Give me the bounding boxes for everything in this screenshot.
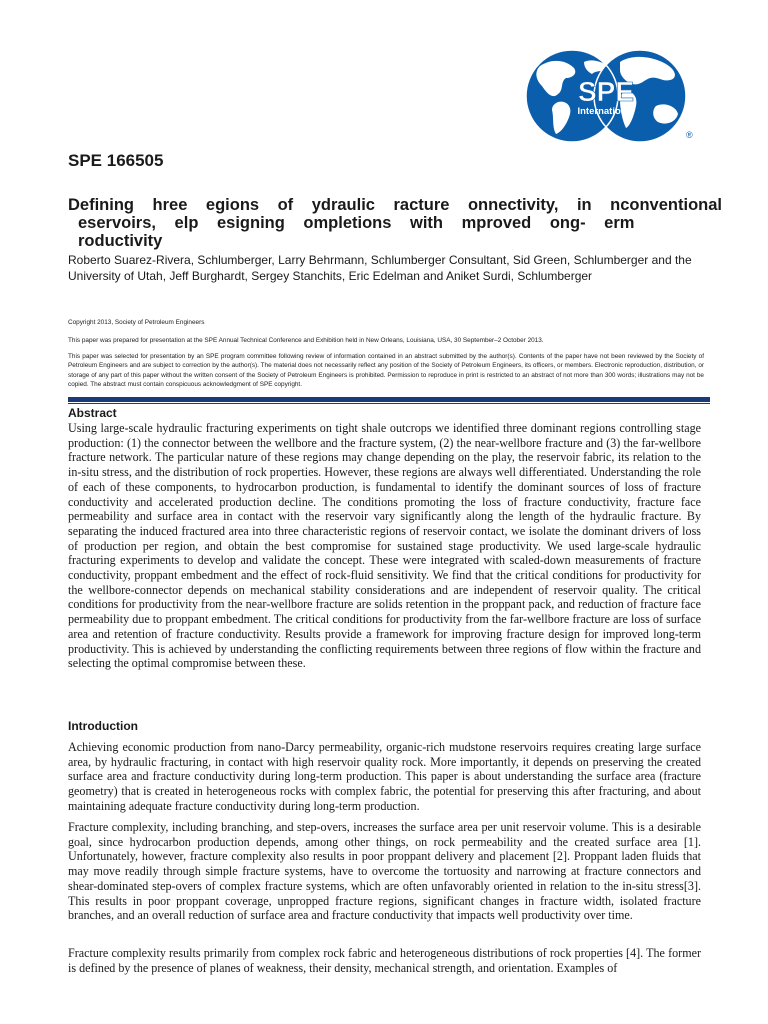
introduction-paragraph: Achieving economic production from nano-Darcy permeability, organic-rich mudstone reservoirs requires creating large surface area, by hydraulic fracturing, in contact with high reservoir quality rock. More importantly, it depends on preserving the created surface area and fracture conductivity during long-term production. This paper is about understanding the surface area (fracture geometry) that is created in heterogeneous rocks with complex fabric, the potential for preserving this after fracturing, and about maintaining adequate fracture conductivity during long-term production. [68,740,701,813]
presentation-notice: This paper was prepared for presentation at the SPE Annual Technical Conference and Exhibition held in New Orleans, Louisiana, USA, 30 September–2 October 2013. [68,337,544,344]
author-list: Roberto Suarez-Rivera, Schlumberger, Larry Behrmann, Schlumberger Consultant, Sid Green, Schlumberger and the University of Utah, Jeff Burghardt, Sergey Stanchits, Eric Edelman and Aniket Surdi, Schlumberger [68,253,692,283]
introduction-paragraph: Fracture complexity results primarily from complex rock fabric and heterogeneous distributions of rock properties [4]. The former is defined by the presence of planes of weakness, their density, mechanical strength, and orientation. Examples of [68,946,701,975]
logo-registered-mark: ® [686,130,693,140]
title-line-1: Defining hree egions of ydraulic racture onnectivity, in nconventional [68,196,722,214]
spe-international-logo [500,48,696,144]
section-divider-thin [68,403,710,404]
paper-number: SPE 166505 [68,151,164,170]
abstract-text: Using large-scale hydraulic fracturing experiments on tight shale outcrops we identified three dominant regions controlling stage production: (1) the connector between the wellbore and the fracture system, (2) the near-wellbore fracture and (3) the far-wellbore fracture network. The particular nature of these regions may change depending on the play, the reservoir fabric, its relation to the in-situ stress, and the distribution of rock properties. However, these regions are always well differentiated. Understanding the role of each of these components, to hydrocarbon production, is fundamental to identify the dominant sources of loss of fracture conductivity and accelerated production decline. The conditions promoting the loss of fracture conductivity, fracture face permeability and surface area in contact with the reservoir vary significantly along the length of the hydraulic fracture. By separating the induced fractured area into three characteristic regions of reservoir contact, we isolate the dominant drivers of loss of production per region, and obtain the best compromise for sustained stage productivity. We used large-scale hydraulic fracturing experiments to develop and validate the concept. These were integrated with scaled-down measurements of fracture conductivity, proppant embedment and the effect of rock-fluid sensitivity. We find that the critical conditions for productivity for the wellbore-connector depends on mechanical stability considerations and are independent of reservoir quality. The critical conditions for productivity from the near-wellbore fracture are solids retention in the proppant pack, and reduction of fracture face permeability due to proppant embedment. The critical conditions for productivity from the far-wellbore fracture are loss of surface area and retention of fracture conductivity. Results provide a framework for improving fracture design for improved long-term productivity. This is achieved by understanding the conflicting requirements between three regions of flow within the fracture and selecting the optimal compromise between these. [68,421,701,671]
title-line-3: roductivity [78,232,163,250]
introduction-paragraph: Fracture complexity, including branching, and step-overs, increases the surface area per unit reservoir volume. This is a desirable goal, since hydrocarbon production depends, among other things, on rock permeability and the created surface area [1]. Unfortunately, however, fracture complexity also results in poor proppant delivery and placement [2]. Proppant laden fluids that may move readily through simple fracture systems, have to overcome the tortuosity and narrowing at fracture connectors and shear-dominated step-overs of complex fracture systems, which are often unfavorably oriented in relation to the in-situ stress[3]. This results in poor proppant coverage, unpropped fracture regions, significant changes in fracture width, isolated fracture branches, and an overall reduction of surface area and fracture conductivity that impacts well productivity over time. [68,820,701,923]
paper-title [68,196,722,250]
abstract-heading: Abstract [68,406,117,420]
copyright-notice: Copyright 2013, Society of Petroleum Engineers [68,319,205,326]
logo-main-text: SPE [577,76,635,107]
selection-notice: This paper was selected for presentation by an SPE program committee following review of information contained in an abstract submitted by the author(s). Contents of the paper have not been reviewed by the Society of Petroleum Engineers and are subject to correction by the author(s). The material does not necessarily reflect any position of the Society of Petroleum Engineers, its officers, or members. Electronic reproduction, distribution, or storage of any part of this paper without the written consent of the Society of Petroleum Engineers is prohibited. Permission to reproduce in print is restricted to an abstract of not more than 300 words; illustrations may not be copied. The abstract must contain conspicuous acknowledgment of SPE copyright. [68,353,704,389]
introduction-heading: Introduction [68,719,138,733]
title-line-2: eservoirs, elp esigning ompletions with mproved ong- erm [78,214,635,232]
logo-sub-text: International [577,106,635,117]
section-divider-thick [68,397,710,402]
